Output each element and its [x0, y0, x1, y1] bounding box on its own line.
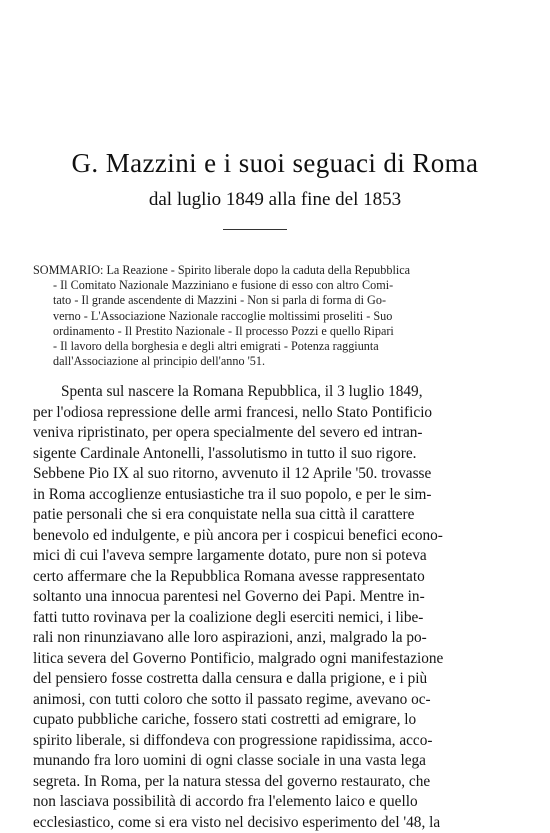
summary-line: dall'Associazione al principio dell'anno '51.: [33, 354, 513, 369]
chapter-subtitle: dal luglio 1849 alla fine del 1853: [0, 188, 550, 212]
body-line: in Roma accoglienze entusiastiche tra il suo popolo, e per le sim-: [33, 485, 515, 506]
summary-block: [33, 263, 513, 369]
body-line: fatti tutto rovinava per la coalizione degli eserciti nemici, i libe-: [33, 608, 515, 629]
body-line: non lasciava possibilità di accordo fra l'elemento laico e quello: [33, 792, 515, 813]
summary-line: ordinamento - Il Prestito Nazionale - Il processo Pozzi e quello Ripari: [33, 324, 513, 339]
body-line: mici di cui l'aveva sempre largamente dotato, pure non si poteva: [33, 546, 515, 567]
body-line: ecclesiastico, come si era visto nel decisivo esperimento del '48, la: [33, 813, 515, 833]
summary-line: - Il Comitato Nazionale Mazziniano e fusione di esso con altro Comi-: [33, 278, 513, 293]
chapter-title: G. Mazzini e i suoi seguaci di Roma: [0, 147, 550, 179]
body-line: segreta. In Roma, per la natura stessa del governo restaurato, che: [33, 772, 515, 793]
body-line: Sebbene Pio IX al suo ritorno, avvenuto il 12 Aprile '50. trovasse: [33, 464, 515, 485]
body-line: benevolo ed indulgente, e più ancora per i cospicui benefici econo-: [33, 526, 515, 547]
body-line: sigente Cardinale Antonelli, l'assolutismo in tutto il suo rigore.: [33, 444, 515, 465]
body-line: del pensiero fosse costretta dalla censura e dalla prigione, e i più: [33, 669, 515, 690]
body-line: munando fra loro uomini di ogni classe sociale in una vasta lega: [33, 751, 515, 772]
body-line: rali non rinunziavano alle loro aspirazioni, anzi, malgrado la po-: [33, 628, 515, 649]
body-line: patie personali che si era conquistate nella sua città il carattere: [33, 505, 515, 526]
body-line: litica severa del Governo Pontificio, malgrado ogni manifestazione: [33, 649, 515, 670]
summary-line: - Il lavoro della borghesia e degli altri emigrati - Potenza raggiunta: [33, 339, 513, 354]
body-line: veniva ripristinato, per opera specialmente del severo ed intran-: [33, 423, 515, 444]
summary-label: SOMMARIO:: [33, 263, 103, 277]
body-line: Spenta sul nascere la Romana Repubblica, il 3 luglio 1849,: [33, 382, 515, 403]
body-paragraph: [33, 382, 515, 833]
summary-line: verno - L'Associazione Nazionale raccoglie moltissimi proseliti - Suo: [33, 309, 513, 324]
body-line: animosi, con tutti coloro che sotto il passato regime, avevano oc-: [33, 690, 515, 711]
title-divider: [223, 229, 287, 230]
body-line: certo affermare che la Repubblica Romana avesse rappresentato: [33, 567, 515, 588]
summary-line: [33, 263, 513, 278]
summary-line-text: La Reazione - Spirito liberale dopo la caduta della Repubblica: [106, 263, 410, 277]
summary-line: tato - Il grande ascendente di Mazzini - Non si parla di forma di Go-: [33, 293, 513, 308]
body-line: per l'odiosa repressione delle armi francesi, nello Stato Pontificio: [33, 403, 515, 424]
body-line: spirito liberale, si diffondeva con progressione rapidissima, acco-: [33, 731, 515, 752]
body-line: soltanto una innocua parentesi nel Governo dei Papi. Mentre in-: [33, 587, 515, 608]
body-line: cupato pubbliche cariche, fossero stati costretti ad emigrare, lo: [33, 710, 515, 731]
